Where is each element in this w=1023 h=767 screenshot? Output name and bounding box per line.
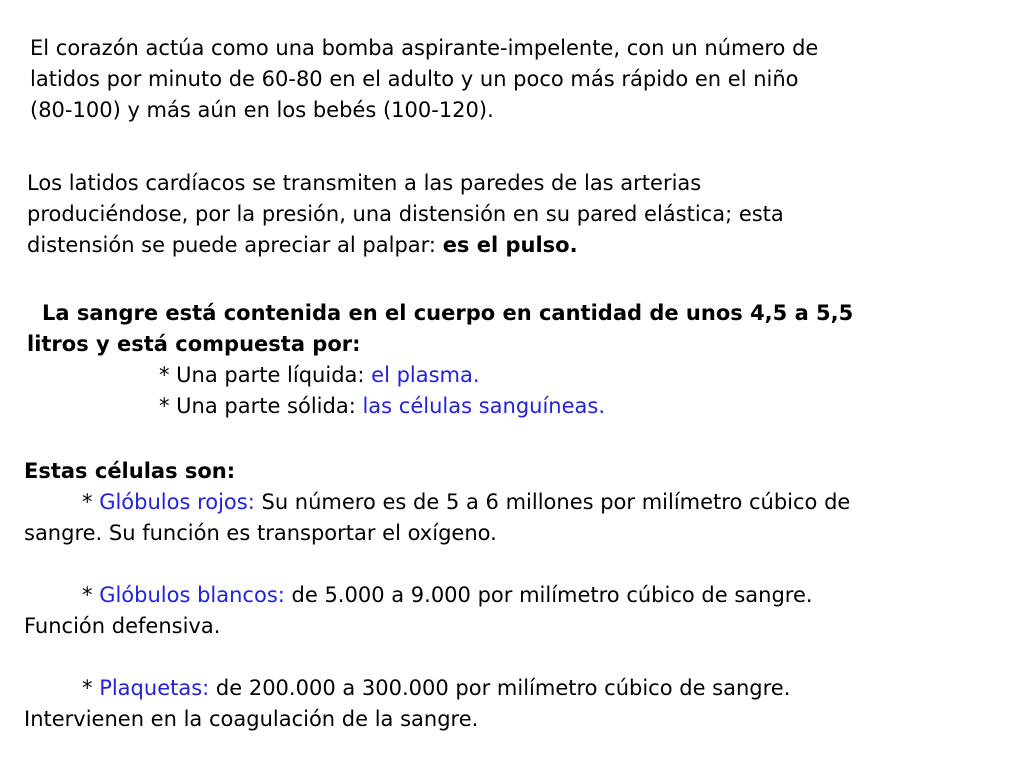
white-cells-text: de 5.000 a 9.000 por milímetro cúbico de sangre. xyxy=(284,583,813,607)
paragraph-pulse xyxy=(27,168,784,261)
white-cells-line2: Función defensiva. xyxy=(24,614,221,638)
para2-line3-text: distensión se puede apreciar al palpar: xyxy=(27,233,443,257)
red-cells-text: Su número es de 5 a 6 millones por milímetro cúbico de xyxy=(254,490,851,514)
para2-line1: Los latidos cardíacos se transmiten a las paredes de las arterias xyxy=(27,171,702,195)
platelets-text: de 200.000 a 300.000 por milímetro cúbico de sangre. xyxy=(209,676,791,700)
red-star: * xyxy=(82,490,100,514)
red-cells-term: Glóbulos rojos: xyxy=(99,490,255,514)
plasma-term: el plasma. xyxy=(371,363,480,387)
para1-line3: (80-100) y más aún en los bebés (100-120). xyxy=(30,98,494,122)
platelets-star: * xyxy=(82,676,100,700)
cells-heading: Estas células son: xyxy=(24,459,236,483)
platelets-term: Plaquetas: xyxy=(99,676,210,700)
liquid-prefix: * Una parte líquida: xyxy=(159,363,372,387)
para3-line2: litros y está compuesta por: xyxy=(27,332,361,356)
spacer-2 xyxy=(24,642,850,673)
cell-item-red xyxy=(24,487,850,518)
red-cells-line2: sangre. Su función es transportar el oxígeno. xyxy=(24,521,497,545)
white-cells-term: Glóbulos blancos: xyxy=(99,583,285,607)
para3-line1-text: La sangre está contenida en el cuerpo en cantidad de unos 4,5 a 5,5 xyxy=(42,301,854,325)
spacer-1 xyxy=(24,549,850,580)
composition-item-liquid xyxy=(27,360,853,391)
para1-line2: latidos por minuto de 60-80 en el adulto y un poco más rápido en el niño xyxy=(30,67,799,91)
cell-item-platelets xyxy=(24,673,850,704)
platelets-line2: Intervienen en la coagulación de la sangre. xyxy=(24,707,479,731)
paragraph-cell-types xyxy=(24,456,850,735)
paragraph-heart-pump xyxy=(30,33,818,126)
cell-item-white xyxy=(24,580,850,611)
blood-cells-term: las células sanguíneas. xyxy=(362,394,606,418)
paragraph-blood-composition xyxy=(27,298,853,422)
para1-line1: El corazón actúa como una bomba aspirante-impelente, con un número de xyxy=(30,36,819,60)
solid-prefix: * Una parte sólida: xyxy=(159,394,363,418)
pulse-term: es el pulso. xyxy=(442,233,578,257)
white-star: * xyxy=(82,583,100,607)
para2-line3 xyxy=(27,230,784,261)
para3-line1 xyxy=(27,298,853,329)
composition-item-solid xyxy=(27,391,853,422)
para2-line2: produciéndose, por la presión, una distensión en su pared elástica; esta xyxy=(27,202,784,226)
